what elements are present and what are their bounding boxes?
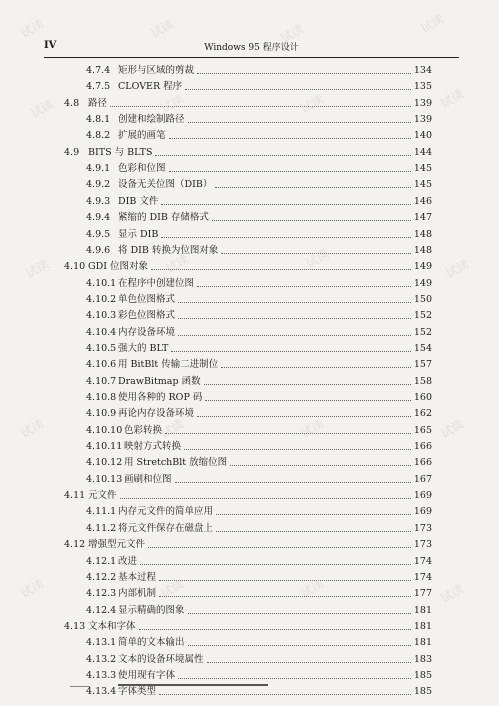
toc-leader: [188, 613, 411, 614]
watermark-text: 试读: [418, 11, 447, 36]
toc-page: 165: [413, 424, 432, 436]
toc-leader: [216, 514, 411, 515]
toc-page: 140: [413, 130, 432, 142]
toc-entry: [86, 113, 432, 126]
toc-title: 内部机制: [118, 588, 157, 600]
toc-entry: [86, 64, 432, 77]
toc-entry: [86, 685, 432, 698]
toc-number: 4.10.7: [86, 375, 117, 387]
toc-leader: [188, 122, 411, 123]
toc-page: 145: [413, 163, 432, 175]
toc-title: 映射方式转换: [124, 441, 182, 453]
toc-page: 134: [413, 65, 432, 76]
watermark-text: 试读: [18, 576, 47, 601]
toc-entry: [86, 228, 432, 241]
toc-leader: [178, 678, 411, 679]
toc-entry: [86, 407, 432, 420]
toc-number: 4.10: [64, 261, 86, 273]
watermark-text: 试读: [443, 256, 472, 281]
toc-leader: [151, 269, 411, 270]
toc-number: 4.12.3: [86, 588, 117, 600]
toc-title: 彩色位图格式: [118, 310, 176, 322]
watermark-text: 试读: [18, 416, 47, 441]
toc-page: 146: [413, 195, 432, 207]
toc-title: 字体类型: [118, 686, 157, 698]
toc-number: 4.9.2: [86, 179, 111, 191]
toc-title: 显示 DIB: [118, 228, 159, 240]
toc-leader: [205, 400, 410, 401]
toc-page: 185: [413, 686, 432, 698]
watermark-text: 试读: [278, 21, 307, 46]
toc-entry: [86, 604, 432, 617]
toc-number: 4.10.13: [86, 473, 123, 485]
toc-page: 185: [413, 669, 432, 681]
toc-number: 4.12.4: [86, 604, 117, 616]
toc-leader: [161, 237, 410, 238]
toc-leader: [159, 694, 411, 695]
toc-page: 144: [413, 146, 432, 158]
toc-leader: [197, 73, 411, 74]
toc-entry: [86, 636, 432, 649]
toc-title: 使用各种的 ROP 码: [118, 392, 203, 403]
toc-number: 4.12: [64, 539, 86, 551]
toc-entry: [86, 244, 432, 257]
watermark-text: 试读: [23, 256, 52, 281]
toc-number: 4.13.4: [86, 686, 117, 698]
toc-number: 4.8: [64, 97, 80, 109]
toc-page: 177: [413, 588, 432, 600]
toc-title: 创建和绘制路径: [118, 114, 185, 126]
watermark-text: 试读: [438, 581, 467, 606]
toc-leader: [169, 138, 411, 139]
toc-title: 设备无关位图（DIB）: [118, 179, 213, 191]
footer-rule: [118, 684, 268, 686]
toc-entry: [86, 440, 432, 453]
toc-entry: [86, 505, 432, 518]
toc-entry: [64, 146, 432, 159]
toc-number: 4.11: [64, 490, 86, 502]
toc-leader: [161, 204, 410, 205]
toc-title: DIB 文件: [118, 195, 159, 207]
toc-title: DrawBitmap 函数: [118, 375, 201, 387]
toc-entry: [86, 571, 432, 584]
watermark-text: 试读: [158, 576, 187, 601]
watermark-text: 试读: [163, 251, 192, 276]
page-number: IV: [44, 40, 57, 51]
toc-page: 162: [413, 408, 432, 420]
toc-leader: [178, 302, 411, 303]
toc-entry: [86, 358, 432, 371]
toc-number: 4.10.9: [86, 408, 117, 420]
toc-title: 紧缩的 DIB 存储格式: [118, 212, 209, 224]
toc-number: 4.10.8: [86, 392, 117, 403]
toc-entry: [86, 293, 432, 306]
toc-leader: [148, 547, 411, 548]
toc-page: 149: [413, 261, 432, 273]
watermark-text: 试读: [148, 16, 177, 41]
toc-entry: [64, 97, 432, 110]
watermark-text: 试读: [303, 246, 332, 271]
toc-entry: [86, 587, 432, 600]
toc-page: 181: [413, 637, 432, 649]
toc-page: 183: [413, 653, 432, 665]
toc-title: 增强型元文件: [88, 539, 146, 551]
toc-title: GDI 位图对象: [88, 261, 148, 273]
toc-leader: [230, 465, 411, 466]
toc-entry: [86, 522, 432, 535]
toc-leader: [197, 416, 411, 417]
footer-mark: [70, 686, 90, 687]
toc-leader: [159, 596, 411, 597]
running-title: Windows 95 程序设计: [204, 43, 299, 53]
toc-page: 181: [413, 620, 432, 632]
toc-number: 4.13: [64, 620, 86, 632]
watermark-text: 试读: [158, 416, 187, 441]
toc-leader: [178, 335, 411, 336]
toc-page: 169: [413, 490, 432, 502]
toc-title: 用 StretchBlt 放缩位图: [124, 457, 228, 469]
toc-page: 145: [413, 179, 432, 191]
toc-page: 173: [413, 522, 432, 534]
toc-leader: [139, 629, 411, 630]
toc-title: 将 DIB 转换为位图对象: [118, 244, 219, 256]
watermark-text: 试读: [298, 416, 327, 441]
toc-number: 4.13.1: [86, 637, 117, 649]
toc-number: 4.8.1: [86, 114, 111, 126]
toc-entry: [86, 342, 432, 355]
toc-entry: [86, 80, 432, 93]
toc-title: 矩形与区域的剪裁: [118, 65, 195, 76]
toc-entry: [86, 326, 432, 339]
toc-number: 4.8.2: [86, 130, 111, 142]
toc-page: 181: [413, 604, 432, 616]
toc-leader: [120, 498, 411, 499]
toc-title: 用 BitBlt 传输二进制位: [118, 359, 219, 371]
toc-leader: [110, 106, 411, 107]
toc-page: 174: [413, 571, 432, 583]
toc-entry: [64, 489, 432, 502]
toc-number: 4.9: [64, 146, 80, 158]
toc-title: 扩展的画笔: [118, 130, 166, 142]
toc-title: 色彩转换: [124, 424, 163, 436]
toc-title: CLOVER 程序: [118, 81, 183, 93]
toc-title: 单色位图格式: [118, 293, 176, 305]
toc-entry: [86, 375, 432, 388]
toc-page: 167: [413, 473, 432, 485]
toc-leader: [169, 171, 411, 172]
toc-page: 135: [413, 81, 432, 93]
watermark-text: 试读: [158, 91, 187, 116]
toc-title: 基本过程: [118, 571, 157, 583]
toc-entry: [64, 260, 432, 273]
toc-leader: [215, 187, 411, 188]
toc-number: 4.9.5: [86, 228, 111, 240]
toc-leader: [197, 286, 411, 287]
toc-number: 4.10.11: [86, 441, 123, 453]
watermark-text: 试读: [18, 16, 47, 41]
toc-page: 173: [413, 539, 432, 551]
toc-leader: [171, 351, 410, 352]
toc-number: 4.11.1: [86, 506, 117, 518]
toc-number: 4.10.12: [86, 457, 123, 469]
toc-title: 将元文件保存在磁盘上: [118, 522, 214, 534]
toc-page: 174: [413, 555, 432, 567]
toc-leader: [140, 564, 411, 565]
watermark-text: 试读: [28, 96, 57, 121]
toc-title: 使用现有字体: [118, 669, 176, 681]
toc-entry: [86, 456, 432, 469]
toc-entry: [86, 669, 432, 682]
watermark-text: 试读: [298, 91, 327, 116]
toc-title: 色彩和位图: [118, 163, 166, 175]
toc-number: 4.9.4: [86, 212, 111, 224]
watermark-text: 试读: [438, 86, 467, 111]
toc-page: 147: [413, 212, 432, 224]
toc-title: BITS 与 BLTS: [88, 146, 153, 158]
toc-number: 4.9.6: [86, 244, 111, 256]
toc-number: 4.12.2: [86, 571, 117, 583]
toc-title: 文本的设备环境属性: [118, 653, 204, 665]
toc-entry: [86, 162, 432, 175]
toc-number: 4.9.3: [86, 195, 111, 207]
toc-title: 显示精确的图象: [118, 604, 185, 616]
toc-page: 148: [413, 244, 432, 256]
toc-title: 简单的文本输出: [118, 637, 185, 649]
toc-title: 文本和字体: [88, 620, 136, 632]
toc-number: 4.10.2: [86, 293, 117, 305]
toc-entry: [86, 195, 432, 208]
toc-number: 4.10.6: [86, 359, 117, 371]
toc-title: 改进: [118, 555, 138, 567]
toc-leader: [204, 384, 411, 385]
toc-leader: [207, 662, 411, 663]
toc-leader: [155, 155, 410, 156]
toc-leader: [184, 449, 411, 450]
toc-title: 路径: [88, 97, 108, 109]
toc-leader: [221, 367, 411, 368]
toc-page: 152: [413, 326, 432, 338]
watermark-text: 试读: [438, 416, 467, 441]
toc-entry: [86, 653, 432, 666]
toc-number: 4.10.3: [86, 310, 117, 322]
toc-number: 4.7.5: [86, 81, 111, 93]
toc-title: 元文件: [88, 490, 117, 502]
toc-title: 画刷和位图: [124, 473, 172, 485]
toc-title: 强大的 BLT: [118, 342, 169, 354]
toc-page: 150: [413, 293, 432, 305]
toc-number: 4.10.4: [86, 326, 117, 338]
toc-leader: [216, 531, 411, 532]
toc-leader: [165, 433, 411, 434]
toc-page: 160: [413, 392, 432, 403]
toc-entry: [64, 538, 432, 551]
toc-number: 4.10.10: [86, 424, 123, 436]
toc-number: 4.12.1: [86, 555, 117, 567]
toc-entry: [86, 129, 432, 142]
toc-page: 149: [413, 277, 432, 289]
toc-leader: [212, 220, 411, 221]
toc-page: 152: [413, 310, 432, 322]
toc-title: 内存元文件的简单应用: [118, 506, 214, 518]
toc-number: 4.9.1: [86, 163, 111, 175]
toc-page: 139: [413, 97, 432, 109]
toc-entry: [86, 277, 432, 290]
toc-leader: [175, 482, 411, 483]
toc-leader: [178, 318, 411, 319]
toc-page: 169: [413, 506, 432, 518]
toc-page: 158: [413, 375, 432, 387]
toc-entry: [86, 309, 432, 322]
toc-title: 再论内存设备环境: [118, 408, 195, 420]
toc-number: 4.7.4: [86, 65, 111, 76]
toc-page: 166: [413, 441, 432, 453]
toc-number: 4.11.2: [86, 522, 117, 534]
toc-number: 4.10.5: [86, 342, 117, 354]
toc-entry: [86, 178, 432, 191]
toc-entry: [86, 211, 432, 224]
toc-leader: [185, 89, 411, 90]
toc-number: 4.10.1: [86, 277, 117, 289]
toc-entry: [86, 391, 432, 404]
toc-page: 139: [413, 114, 432, 126]
toc-number: 4.13.2: [86, 653, 117, 665]
toc-entry: [86, 424, 432, 437]
toc-entry: [86, 473, 432, 486]
toc-page: 157: [413, 359, 432, 371]
toc-page: 166: [413, 457, 432, 469]
toc-entry: [86, 555, 432, 568]
toc-entry: [64, 620, 432, 633]
toc-leader: [188, 645, 411, 646]
toc-leader: [159, 580, 411, 581]
toc-page: 148: [413, 228, 432, 240]
watermark-text: 试读: [298, 576, 327, 601]
toc-title: 在程序中创建位图: [118, 277, 195, 289]
toc-number: 4.13.3: [86, 669, 117, 681]
toc-title: 内存设备环境: [118, 326, 176, 338]
toc-page: 154: [413, 342, 432, 354]
